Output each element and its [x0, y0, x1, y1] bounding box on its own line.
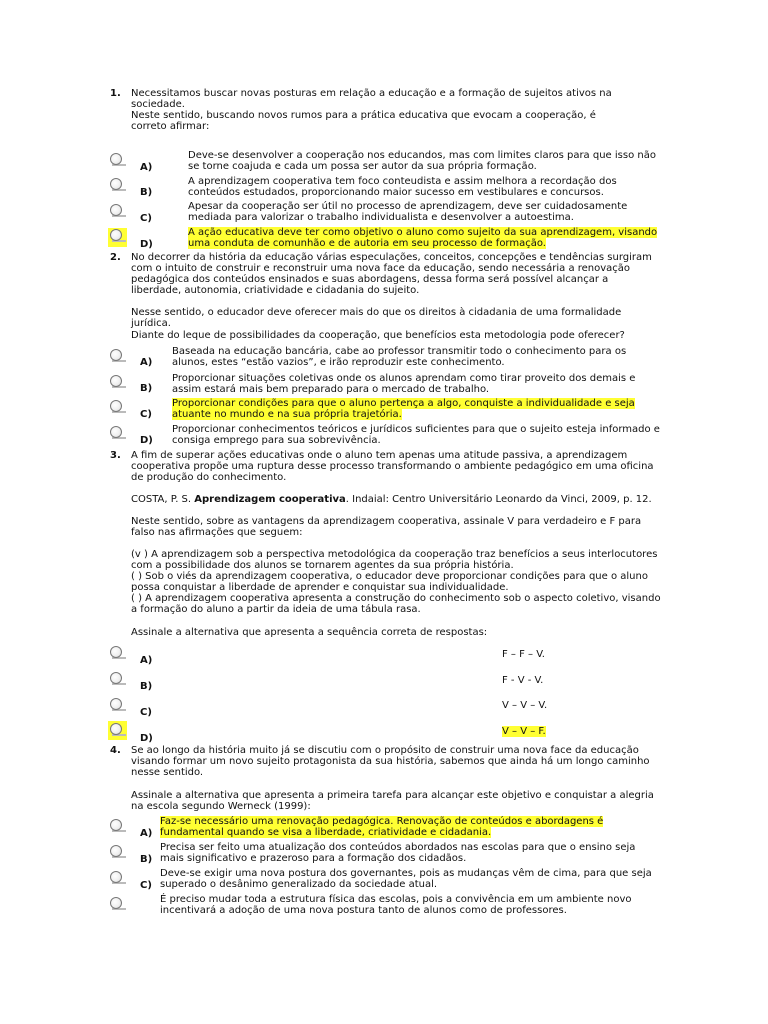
question-prompt: Assinale a alternativa que apresenta a primeira tarefa para alcançar este objetivo e conquistar a alegria na escola segundo Werneck (1999):: [131, 790, 654, 812]
option-letter: C): [140, 707, 152, 718]
option-letter: A): [140, 655, 153, 666]
question-stem: Se ao longo da história muito já se discutiu com o propósito de construir uma nova face da educação visando formar um novo sujeito protagonista da sua história, sabemos que ainda há um longo caminho nesse sentido.: [131, 745, 650, 778]
option-radio[interactable]: [110, 897, 122, 909]
question-number: 1.: [110, 88, 121, 99]
statement: (v ) A aprendizagem sob a perspectiva metodológica da cooperação traz benefícios a seus interlocutores com a possibilidade dos alunos se tornarem agentes da sua própria história.: [131, 549, 658, 571]
option-letter: C): [140, 409, 152, 420]
option-letter: B): [140, 187, 153, 198]
option-letter: C): [140, 880, 152, 891]
option-text: F - V - V.: [502, 675, 544, 686]
option-radio[interactable]: [110, 698, 122, 710]
option-radio[interactable]: [110, 375, 122, 387]
option-radio[interactable]: [110, 845, 122, 857]
option-text-highlighted: V – V – F.: [502, 726, 546, 737]
option-radio[interactable]: [110, 400, 122, 412]
question-prompt: Nesse sentido, o educador deve oferecer mais do que os direitos à cidadania de uma formalidade jurídica.: [131, 307, 622, 329]
option-text-highlighted: Faz-se necessário uma renovação pedagógica. Renovação de conteúdos e abordagens é fundamental quando se visa a liberdade, criatividade e cidadania.: [160, 816, 604, 838]
option-letter: B): [140, 383, 153, 394]
option-letter: C): [140, 213, 152, 224]
option-letter: D): [140, 239, 153, 250]
citation: COSTA, P. S. Aprendizagem cooperativa. Indaial: Centro Universitário Leonardo da Vinci, 2009, p. 12.: [131, 494, 652, 505]
option-letter: D): [140, 733, 153, 744]
option-radio[interactable]: [110, 819, 122, 831]
question-stem: No decorrer da história da educação várias especulações, conceitos, concepções e tendências surgiram com o intuito de construir e reconstruir uma nova face da educação, sendo necessária a renovação pedagógica dos conteúdos ensinados e suas abordagens, dessa forma será possível alcançar a liberdade, autonomia, criatividade e cidadania do sujeito.: [131, 252, 652, 296]
statement: ( ) Sob o viés da aprendizagem cooperativa, o educador deve proporcionar condições para que o aluno possa conquistar a liberdade de aprender e conquistar sua individualidade.: [131, 571, 648, 593]
question-number: 2.: [110, 252, 121, 263]
option-text: Deve-se exigir uma nova postura dos governantes, pois as mudanças vêm de cima, para que seja superado o desânimo generalizado da sociedade atual.: [160, 868, 652, 890]
option-letter: D): [140, 435, 153, 446]
question-stem: Necessitamos buscar novas posturas em relação a educação e a formação de sujeitos ativos na sociedade.: [131, 88, 612, 110]
question-number: 4.: [110, 745, 121, 756]
option-radio[interactable]: [110, 426, 122, 438]
option-text-highlighted: Proporcionar condições para que o aluno pertença a algo, conquiste a individualidade e seja atuante no mundo e na sua própria trajetória.: [172, 398, 635, 420]
option-radio[interactable]: [110, 646, 122, 658]
option-text: É preciso mudar toda a estrutura física das escolas, pois a convivência em um ambiente novo incentivará a adoção de uma nova postura tanto de alunos como de professores.: [160, 894, 632, 916]
question-number: 3.: [110, 450, 121, 461]
option-text: Proporcionar conhecimentos teóricos e jurídicos suficientes para que o sujeito esteja informado e consiga emprego para sua sobrevivência.: [172, 424, 660, 446]
option-text: Proporcionar situações coletivas onde os alunos aprendam como tirar proveito dos demais e assim estará mais bem preparado para o mercado de trabalho.: [172, 373, 636, 395]
option-text: V – V – V.: [502, 700, 548, 711]
option-text: A aprendizagem cooperativa tem foco conteudista e assim melhora a recordação dos conteúdos estudados, proporcionando maior sucesso em vestibulares e concursos.: [188, 176, 617, 198]
option-radio[interactable]: [110, 349, 122, 361]
statement: ( ) A aprendizagem cooperativa apresenta a construção do conhecimento sob o aspecto coletivo, visando a formação do aluno a partir da ideia de uma tábula rasa.: [131, 593, 661, 615]
option-radio-selected[interactable]: [110, 229, 122, 241]
question-prompt-secondary: Assinale a alternativa que apresenta a sequência correta de respostas:: [131, 627, 488, 638]
question-stem: A fim de superar ações educativas onde o aluno tem apenas uma atitude passiva, a aprendizagem cooperativa propõe uma ruptura desse processo transformando o ambiente pedagógico em uma oficina de produção do conhecimento.: [131, 450, 654, 483]
option-letter: A): [140, 357, 153, 368]
option-text-highlighted: A ação educativa deve ter como objetivo o aluno como sujeito da sua aprendizagem, visando uma conduta de comunhão e de autoria em seu processo de formação.: [188, 227, 658, 249]
option-text: Precisa ser feito uma atualização dos conteúdos abordados nas escolas para que o ensino seja mais significativo e prazeroso para a formação dos cidadãos.: [160, 842, 636, 864]
option-radio[interactable]: [110, 672, 122, 684]
question-prompt: Neste sentido, sobre as vantagens da aprendizagem cooperativa, assinale V para verdadeiro e F para falso nas afirmações que seguem:: [131, 516, 642, 538]
question-prompt: Neste sentido, buscando novos rumos para a prática educativa que evocam a cooperação, é correto afirmar:: [131, 110, 596, 132]
option-letter: B): [140, 854, 153, 865]
option-letter: A): [140, 828, 153, 839]
option-text: Apesar da cooperação ser útil no processo de aprendizagem, deve ser cuidadosamente mediada para valorizar o trabalho individualista e desenvolver a autoestima.: [188, 201, 628, 223]
option-text: Deve-se desenvolver a cooperação nos educandos, mas com limites claros para que isso não se torne coajuda e cada um possa ser autor da sua própria formação.: [188, 150, 656, 172]
option-radio-selected[interactable]: [110, 723, 122, 735]
option-text: F – F – V.: [502, 649, 545, 660]
option-letter: B): [140, 681, 153, 692]
option-radio[interactable]: [110, 871, 122, 883]
option-radio[interactable]: [110, 204, 122, 216]
option-radio[interactable]: [110, 153, 122, 165]
question-prompt-secondary: Diante do leque de possibilidades da cooperação, que benefícios esta metodologia pode oferecer?: [131, 330, 625, 341]
option-text: Baseada na educação bancária, cabe ao professor transmitir todo o conhecimento para os alunos, estes “estão vazios”, e irão reproduzir este conhecimento.: [172, 346, 627, 368]
option-radio[interactable]: [110, 178, 122, 190]
option-letter: A): [140, 162, 153, 173]
